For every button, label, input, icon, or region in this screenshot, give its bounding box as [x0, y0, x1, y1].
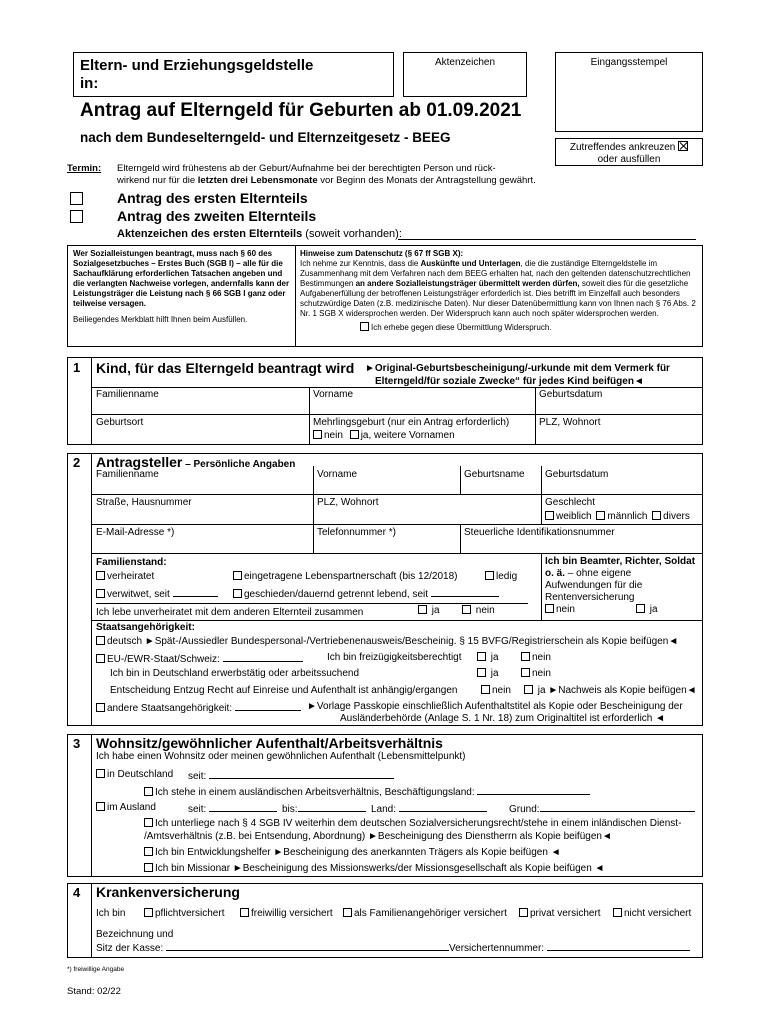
first-parent-checkbox[interactable]: [70, 192, 83, 205]
geschieden-checkbox[interactable]: [233, 589, 242, 598]
info-right: Hinweise zum Datenschutz (§ 67 ff SGB X): Ich nehme zur Kenntnis, dass die Auskünfte und Unterlagen, die die zuständige Elterngeldstelle im Zusammenhang mit dem Verfahren nach dem BEEG erhalten hat, nach den geltenden datenschutzrechtlichen Bestimmungen an andere Sozialleistungsträger übermittelt werden dürfen, soweit dies für die gesetzliche Aufgabenerfüllung der betroffenen Leistungsträger erforderlich ist. Dies betrifft im Einzelfall auch besonders schutzwürdige Daten (z.B. medizinische Daten). Nur dieser Datenübermittlung kann von Ihnen nach § 76 Abs. 2 Nr. 1 SGB X widersprochen werden. Der Widerspruch kann auch noch später widersprochen werden. Ich erhebe gegen diese Übermittlung Widerspruch.: [300, 249, 696, 332]
unverheiratet-nein-option: nein: [462, 605, 495, 617]
objection-checkbox[interactable]: [360, 322, 369, 331]
kasse-input[interactable]: [166, 941, 449, 951]
geschlecht-label: Geschlecht: [545, 497, 596, 508]
checked-box-icon: [678, 141, 688, 151]
versichertennummer-input[interactable]: [547, 941, 690, 951]
hint-box: [555, 138, 703, 166]
geschieden-option: geschieden/dauernd getrennt lebend, seit: [233, 587, 499, 601]
page-title: Antrag auf Elterngeld für Geburten ab 01.09.2021: [80, 100, 522, 121]
child-plz-field[interactable]: PLZ, Wohnort: [539, 417, 601, 428]
first-parent-az-label: Aktenzeichen des ersten Elternteils (soweit vorhanden):: [117, 228, 402, 240]
verheiratet-option: verheiratet: [96, 571, 154, 583]
ledig-checkbox[interactable]: [485, 571, 494, 580]
freizueg-ja-checkbox[interactable]: [477, 652, 486, 661]
applicant-familienname-field[interactable]: Familienname: [96, 469, 159, 480]
andere-staat-input[interactable]: [235, 701, 301, 711]
geschlecht-options: weiblich männlich divers: [545, 511, 690, 523]
deutschland-option: in Deutschland: [96, 769, 173, 781]
entzug-label: Entscheidung Entzug Recht auf Einreise und Aufenthalt ist anhängig/ergangen: [110, 685, 458, 696]
section-3-number: 3: [73, 736, 81, 751]
privat-checkbox[interactable]: [519, 908, 528, 917]
entwickl-option: Ich bin Entwicklungshelfer ►Bescheinigung des anerkannten Trägers als Kopie beifügen ◄: [144, 847, 561, 859]
unverheiratet-divider: [96, 603, 528, 604]
verwitwet-option: verwitwet, seit: [96, 587, 218, 601]
applicant-strasse-field[interactable]: Straße, Hausnummer: [96, 497, 192, 508]
applicant-telefon-field[interactable]: Telefonnummer *): [317, 527, 396, 538]
second-parent-checkbox[interactable]: [70, 210, 83, 223]
ausl-arbeit-checkbox[interactable]: [144, 787, 153, 796]
andere-option: andere Staatsangehörigkeit:: [96, 701, 301, 715]
ledig-option: ledig: [485, 571, 517, 583]
nicht-option: nicht versichert: [613, 908, 691, 920]
familie-checkbox[interactable]: [343, 908, 352, 917]
pflicht-checkbox[interactable]: [144, 908, 153, 917]
familie-option: als Familienangehöriger versichert: [343, 908, 507, 920]
section-4-number: 4: [73, 885, 81, 900]
erwerb-nein-checkbox[interactable]: [521, 668, 530, 677]
stand: Stand: 02/22: [67, 986, 121, 997]
sv-text2: /Amtsverhältnis (z.B. bei Entsendung, Abordnung) ►Bescheinigung des Dienstherrn als Kopie beifügen◄: [144, 831, 612, 842]
first-parent-az-input[interactable]: [398, 239, 696, 240]
ausland-bis: bis:: [282, 802, 366, 816]
divers-checkbox[interactable]: [652, 511, 661, 520]
child-familienname-field[interactable]: Familienname: [96, 389, 159, 400]
verwitwet-checkbox[interactable]: [96, 589, 105, 598]
kv-ich-bin: Ich bin: [96, 908, 126, 919]
deutschland-seit-input[interactable]: [209, 769, 394, 779]
info-divider: [295, 245, 296, 347]
applicant-email-field[interactable]: E-Mail-Adresse *): [96, 527, 175, 538]
andere-checkbox[interactable]: [96, 703, 105, 712]
aktenzeichen-label: Aktenzeichen: [434, 57, 496, 68]
info-left: Wer Sozialleistungen beantragt, muss nach § 60 des Sozialgesetzbuches – Erstes Buch (SGB I) – alle für die Sachaufklärung erforderlichen Tatsachen angeben und die verlangten Nachweise vorlegen, andernfalls kann der Leistungsträger die Leistung nach § 66 SGB I ganz oder teilweise versagen. Beiliegendes Merkblatt hilft Ihnen beim Ausfüllen.: [73, 249, 290, 324]
unverheiratet-ja-checkbox[interactable]: [418, 605, 427, 614]
erwerb-ja-checkbox[interactable]: [477, 668, 486, 677]
pass-note2: Ausländerbehörde (Anlage S. 1 Nr. 18) zum Originaltitel ist erforderlich ◄: [340, 713, 666, 724]
child-mehrling-options: nein ja, weitere Vornamen: [313, 430, 455, 442]
entzug-ja-checkbox[interactable]: [524, 685, 533, 694]
footnote: *) freiwillige Angabe: [67, 966, 125, 973]
beamter-nein-option: nein: [545, 604, 575, 616]
ausland-option: im Ausland: [96, 802, 156, 814]
applicant-plz-field[interactable]: PLZ, Wohnort: [317, 497, 379, 508]
freizueg-nein-option: nein: [521, 652, 551, 664]
ausland-grund: Grund:: [509, 802, 695, 816]
page-subtitle: nach dem Bundeselterngeld- und Elternzeitgesetz - BEEG: [80, 130, 451, 145]
office-title: Eltern- und Erziehungsgeldstelle in:: [80, 57, 314, 92]
applicant-geburtsdatum-field[interactable]: Geburtsdatum: [545, 469, 609, 480]
mehrling-nein-checkbox[interactable]: [313, 430, 322, 439]
verwitwet-seit-input[interactable]: [173, 587, 218, 597]
ausland-land: Land:: [371, 802, 487, 816]
unverheiratet-nein-checkbox[interactable]: [462, 605, 471, 614]
unverheiratet-ja-option: ja: [418, 605, 440, 617]
lebenspartner-option: eingetragene Lebenspartnerschaft (bis 12/2018): [233, 571, 457, 583]
deutsch-checkbox[interactable]: [96, 636, 105, 645]
erwerb-label: Ich bin in Deutschland erwerbstätig oder arbeitssuchend: [110, 668, 360, 679]
section-2-title: Antragsteller – Persönliche Angaben: [96, 454, 296, 470]
deutsch-option: deutsch ►Spät-/Aussiedler Bundespersonal-/Vertriebenenausweis/Bescheinig. § 15 BVFG/Registrierschein als Kopie beifügen◄: [96, 636, 678, 648]
privat-option: privat versichert: [519, 908, 601, 920]
section-4-title: Krankenversicherung: [96, 884, 240, 900]
deutschland-checkbox[interactable]: [96, 769, 105, 778]
child-geburtsort-field[interactable]: Geburtsort: [96, 417, 144, 428]
freizueg-nein-checkbox[interactable]: [521, 652, 530, 661]
ausland-seit-input[interactable]: [209, 802, 277, 812]
termin-label: Termin:: [67, 163, 102, 174]
section-1-title: Kind, für das Elterngeld beantragt wird: [96, 360, 355, 376]
entwickl-checkbox[interactable]: [144, 847, 153, 856]
termin-text: Elterngeld wird frühestens ab der Geburt/Aufnahme bei der berechtigten Person und rück- wirkend nur für die letzten drei Lebensmonate vor Beginn des Monats der Antragstellung gewährt.: [117, 163, 536, 186]
ausland-land-input[interactable]: [399, 802, 487, 812]
familienstand-label: Familienstand:: [96, 557, 167, 568]
entzug-ja-option: ja ►Nachweis als Kopie beifügen◄: [524, 685, 697, 697]
child-geburtsdatum-field[interactable]: Geburtsdatum: [539, 389, 603, 400]
eu-option: EU-/EWR-Staat/Schweiz:: [96, 652, 303, 666]
entzug-nein-option: nein: [481, 685, 511, 697]
missionar-option: Ich bin Missionar ►Bescheinigung des Missionswerks/der Missionsgesellschaft als Kopie beifügen ◄: [144, 863, 604, 875]
ausl-arbeit-option: Ich stehe in einem ausländischen Arbeitsverhältnis, Beschäftigungsland:: [144, 785, 590, 799]
applicant-steuer-id-field[interactable]: Steuerliche Identifikationsnummer: [464, 527, 615, 538]
eingangsstempel-box: [555, 52, 703, 132]
verheiratet-checkbox[interactable]: [96, 571, 105, 580]
maennlich-checkbox[interactable]: [596, 511, 605, 520]
child-vorname-field[interactable]: Vorname: [313, 389, 354, 400]
beschaeftigungsland-input[interactable]: [477, 785, 590, 795]
section-3-title: Wohnsitz/gewöhnlicher Aufenthalt/Arbeitsverhältnis: [96, 735, 443, 751]
eu-checkbox[interactable]: [96, 654, 105, 663]
geschieden-seit-input[interactable]: [431, 587, 499, 597]
beamter-ja-option: ja: [636, 604, 658, 616]
beamter-ja-checkbox[interactable]: [636, 604, 645, 613]
freiwillig-checkbox[interactable]: [240, 908, 249, 917]
ausland-bis-input[interactable]: [298, 802, 366, 812]
section-1-note1: ►Original-Geburtsbescheinigung/-urkunde mit dem Vermerk für: [365, 363, 670, 374]
eu-staat-input[interactable]: [223, 652, 303, 662]
erwerb-nein-option: nein: [521, 668, 551, 680]
ausland-checkbox[interactable]: [96, 802, 105, 811]
erwerb-ja-option: ja: [477, 668, 499, 680]
sv-checkbox[interactable]: [144, 818, 153, 827]
weiblich-checkbox[interactable]: [545, 511, 554, 520]
ausland-seit: seit:: [188, 802, 277, 816]
pass-note1: ►Vorlage Passkopie einschließlich Aufenthaltstitel als Kopie oder Bescheinigung der: [307, 701, 683, 712]
aktenzeichen-box[interactable]: [403, 52, 527, 97]
section-2-number: 2: [73, 455, 81, 470]
missionar-checkbox[interactable]: [144, 863, 153, 872]
kasse-label: Bezeichnung und Sitz der Kasse: Versichertennummer:: [96, 929, 690, 955]
freiwillig-option: freiwillig versichert: [240, 908, 333, 920]
pflicht-option: pflichtversichert: [144, 908, 224, 920]
entzug-nein-checkbox[interactable]: [481, 685, 490, 694]
second-parent-label: Antrag des zweiten Elternteils: [117, 208, 317, 224]
section-1-number: 1: [73, 360, 81, 375]
child-mehrling-label: Mehrlingsgeburt (nur ein Antrag erforderlich): [313, 417, 510, 428]
deutschland-seit: seit:: [188, 769, 394, 783]
lebenspartner-checkbox[interactable]: [233, 571, 242, 580]
office-box[interactable]: [73, 52, 394, 97]
mehrling-ja-checkbox[interactable]: [350, 430, 359, 439]
section-1-note2: Elterngeld/für soziale Zwecke“ für jedes Kind beifügen◄: [375, 376, 644, 387]
eingangsstempel-label: Eingangsstempel: [590, 57, 668, 68]
unverheiratet-label: Ich lebe unverheiratet mit dem anderen Elternteil zusammen: [96, 607, 364, 618]
applicant-vorname-field[interactable]: Vorname: [317, 469, 358, 480]
wohnsitz-intro: Ich habe einen Wohnsitz oder meinen gewöhnlichen Aufenthalt (Lebensmittelpunkt): [96, 751, 466, 762]
hint-text: Zutreffendes ankreuzen oder ausfüllen: [556, 141, 702, 166]
beamter-nein-checkbox[interactable]: [545, 604, 554, 613]
freizueg-ja-option: ja: [477, 652, 499, 664]
beamter-label: Ich bin Beamter, Richter, Soldat o. ä. – ohne eigene Aufwendungen für die Rentenversicherung: [545, 556, 696, 603]
first-parent-label: Antrag des ersten Elternteils: [117, 190, 308, 206]
ausland-grund-input[interactable]: [540, 802, 695, 812]
freizueg-label: Ich bin freizügigkeitsberechtigt: [327, 652, 462, 663]
staat-label: Staatsangehörigkeit:: [96, 622, 195, 633]
sv-option: Ich unterliege nach § 4 SGB IV weiterhin dem deutschen Sozialversicherungsrecht/stehe in einem inländischen Dienst-: [144, 818, 681, 830]
applicant-geburtsname-field[interactable]: Geburtsname: [464, 469, 525, 480]
nicht-checkbox[interactable]: [613, 908, 622, 917]
